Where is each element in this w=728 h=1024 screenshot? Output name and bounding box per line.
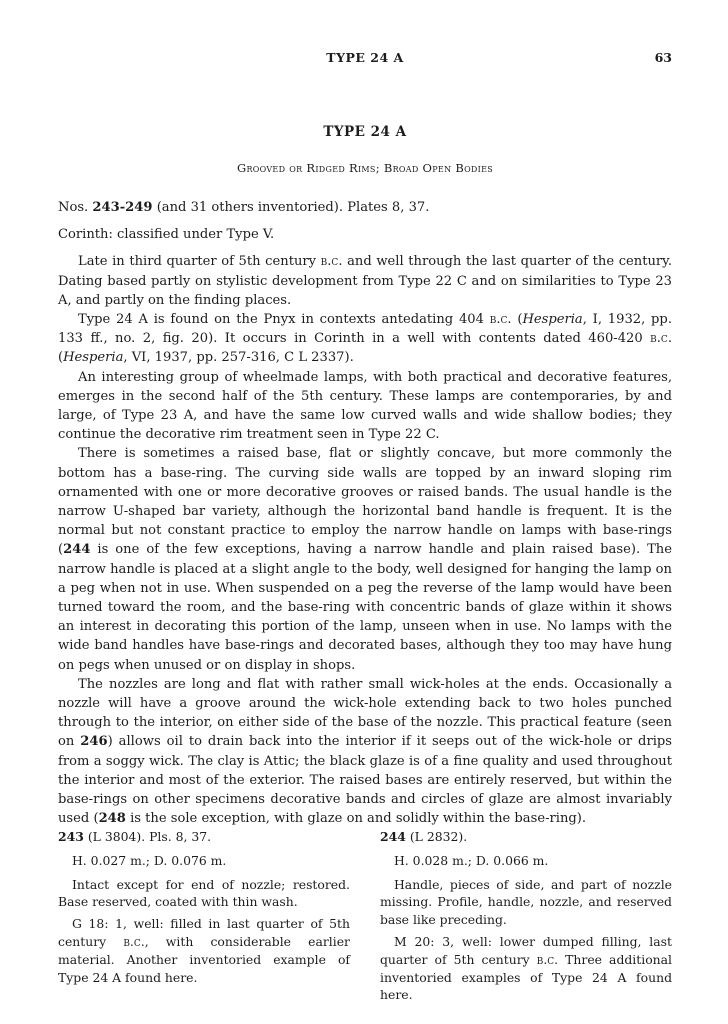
- running-head: [58, 50, 672, 70]
- catalog-description: Intact except for end of nozzle; restored. Base reserved, coated with thin wash.: [58, 876, 350, 910]
- paragraph-contexts: Type 24 A is found on the Pnyx in contexts antedating 404 b.c. (Hesperia, I, 1932, pp. 133 ff., no. 2, fig. 20). It occurs in Corinth in a well with contents dated 460-420 b.c. (Hesperia, VI, 1937, pp. 257-316, C L 2337).: [58, 312, 672, 366]
- paragraph-dating: Late in third quarter of 5th century b.c. and well through the last quarter of the century. Dating based partly on stylistic development from Type 22 C and on similarities to Type 23 A, and partly on the finding places.: [58, 254, 672, 308]
- paragraph-group: An interesting group of wheelmade lamps, with both practical and decorative features, emerges in the second half of the 5th century. These lamps are contemporaries, by and large, of Type 23 A, and have the same low curved walls and wide shallow bodies; they continue the decorative rim treatment seen in Type 22 C.: [58, 369, 672, 443]
- running-head-title: TYPE 24 A: [326, 50, 404, 65]
- catalog-entry-heading: 243 (L 3804). Pls. 8, 37.: [58, 829, 212, 844]
- catalog-number: 243: [58, 829, 84, 844]
- journal-title: Hesperia: [63, 350, 124, 366]
- page-number: 63: [654, 50, 672, 65]
- catalog-entry: [58, 828, 350, 986]
- body-text: [58, 198, 672, 829]
- catalog-range: 243-249: [92, 200, 153, 215]
- catalog-entry: [380, 828, 672, 1004]
- nos-line: Nos. 243-249 (and 31 others inventoried). Plates 8, 37.: [58, 200, 430, 215]
- section-subtitle: Grooved or Ridged Rims; Broad Open Bodies: [236, 161, 494, 175]
- catalog-context: M 20: 3, well: lower dumped filling, last quarter of 5th century b.c. Three additional inventoried examples of Type 24 A found here.: [380, 933, 672, 1003]
- catalog-number: 244: [380, 829, 406, 844]
- catalog-context: G 18: 1, well: filled in last quarter of 5th century b.c., with considerable earlier material. Another inventoried example of Type 24 A found here.: [58, 916, 350, 985]
- catalog-description: Handle, pieces of side, and part of nozzle missing. Profile, handle, nozzle, and reserved base like preceding.: [380, 876, 672, 928]
- journal-title: Hesperia: [522, 312, 583, 328]
- section-title: TYPE 24 A: [323, 124, 407, 140]
- catalog-dimensions: H. 0.027 m.; D. 0.076 m.: [72, 852, 227, 868]
- paragraph-nozzles: The nozzles are long and flat with rather small wick-holes at the ends. Occasionally a nozzle will have a groove around the wick-hole extending back to two holes punched through to the interior, on either side of the base of the nozzle. This practical feature (seen on 246) allows oil to drain back into the interior if it seeps out of the wick-hole or drips from a soggy wick. The clay is Attic; the black glaze is of a fine quality and used throughout the interior and most of the exterior. The raised bases are entirely reserved, but within the base-rings on other specimens decorative bands and circles of glaze are almost invariably used (248 is the sole exception, with glaze on and solidly within the base-ring).: [58, 676, 672, 827]
- catalog-entry-heading: 244 (L 2832).: [380, 829, 468, 844]
- corinth-line: Corinth: classified under Type V.: [58, 227, 275, 243]
- paragraph-base: There is sometimes a raised base, flat or slightly concave, but more commonly the bottom has a base-ring. The curving side walls are topped by an inward sloping rim ornamented with one or more decorative grooves or raised bands. The usual handle is the narrow U-shaped bar variety, although the horizontal band handle is frequent. It is the normal but not constant practice to employ the narrow handle on lamps with base-rings (244 is one of the few exceptions, having a narrow handle and plain raised base). The narrow handle is placed at a slight angle to the body, well designed for hanging the lamp on a peg when not in use. When suspended on a peg the reverse of the lamp would have been turned toward the room, and the base-ring with concentric bands of glaze within it shows an interest in decorating this portion of the lamp, unseen when in use. No lamps with the wide band handles have base-rings and decorated bases, although they too may have hung on pegs when unused or on display in shops.: [58, 446, 672, 673]
- catalog-dimensions: H. 0.028 m.; D. 0.066 m.: [394, 852, 549, 868]
